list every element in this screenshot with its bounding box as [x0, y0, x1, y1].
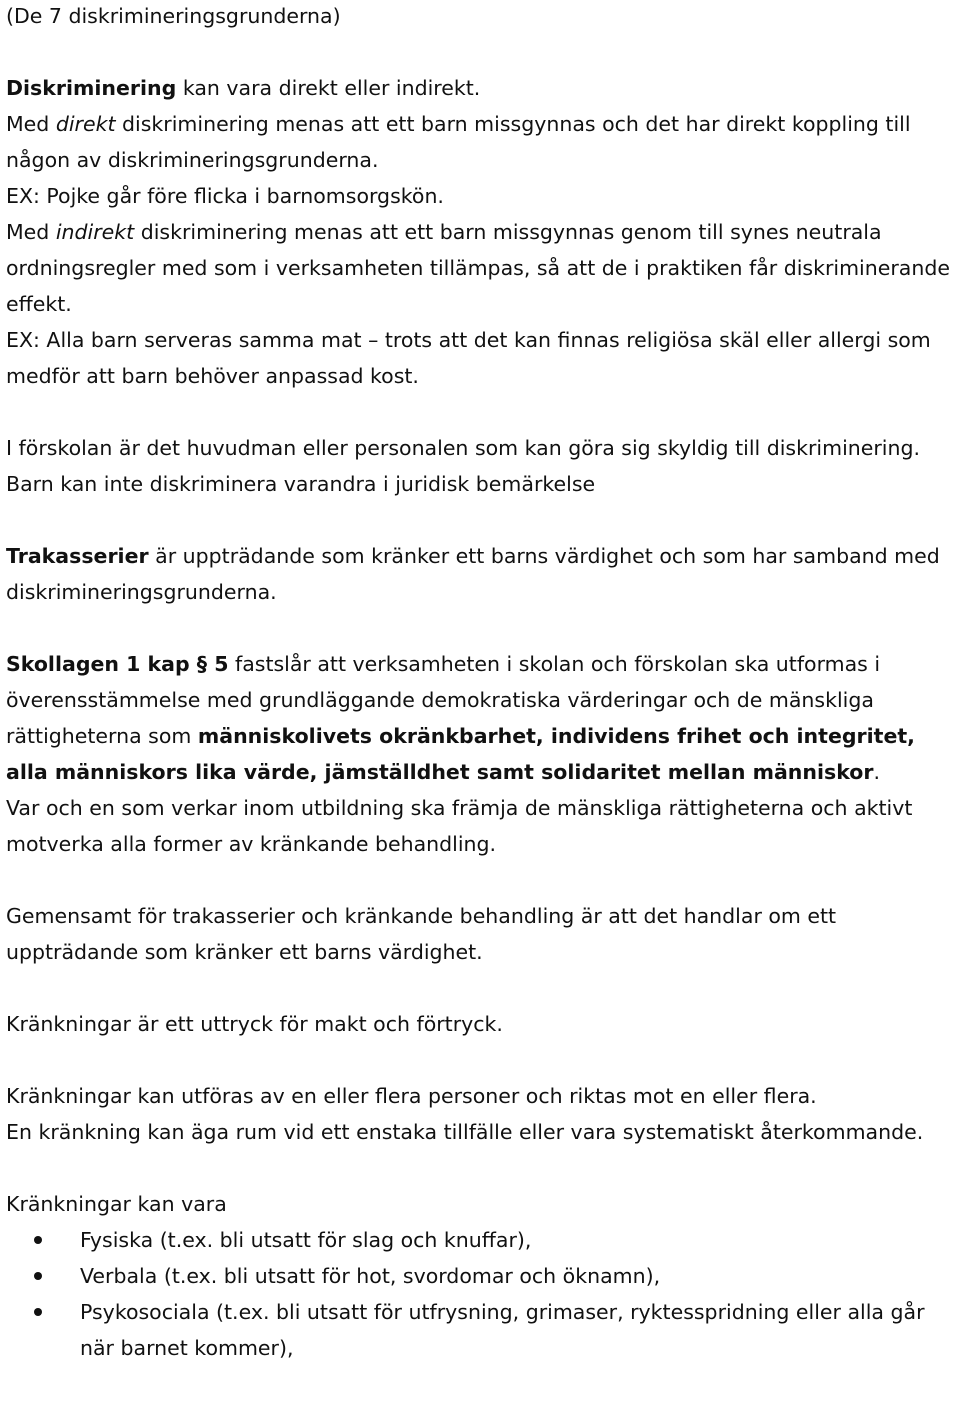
- makt-paragraph: Kränkningar är ett uttryck för makt och förtryck.: [6, 1012, 503, 1036]
- term-direkt: direkt: [55, 112, 116, 136]
- spacer: [6, 1150, 956, 1186]
- document-page: [6, 0, 956, 1366]
- indirekt-paragraph: [6, 214, 956, 322]
- kränkning-types-list: [6, 1222, 956, 1366]
- definition-text: kan vara direkt eller indirekt.: [176, 76, 481, 100]
- direkt-example: EX: Pojke går före flicka i barnomsorgskön.: [6, 184, 444, 208]
- direkt-text: diskriminering menas att ett barn missgynnas och det har direkt koppling till någon av diskrimineringsgrunderna.: [6, 112, 911, 172]
- intro-line: (De 7 diskrimineringsgrunderna): [6, 4, 341, 28]
- list-item-text: Fysiska (t.ex. bli utsatt för slag och knuffar),: [80, 1228, 532, 1252]
- gemensamt-paragraph: Gemensamt för trakasserier och kränkande behandling är att det handlar om ett uppträdande som kränker ett barns värdighet.: [6, 904, 837, 964]
- spacer: [6, 502, 956, 538]
- diskriminering-definition: [6, 70, 956, 106]
- skollagen-values: människolivets okränkbarhet, individens frihet och integritet, alla människors lika värde, jämställdhet samt solidaritet mellan människor: [6, 724, 915, 784]
- skollagen-paragraph: [6, 646, 956, 790]
- spacer: [6, 34, 956, 70]
- utforas-paragraph-1: Kränkningar kan utföras av en eller flera personer och riktas mot en eller flera.: [6, 1084, 817, 1108]
- direkt-paragraph: [6, 106, 956, 178]
- term-indirekt: indirekt: [55, 220, 135, 244]
- direkt-pre: Med: [6, 112, 56, 136]
- list-item: [6, 1258, 956, 1294]
- list-item-text: Verbala (t.ex. bli utsatt för hot, svordomar och öknamn),: [80, 1264, 661, 1288]
- indirekt-example: EX: Alla barn serveras samma mat – trots att det kan finnas religiösa skäl eller allergi som medför att barn behöver anpassad kost.: [6, 328, 931, 388]
- bullet-icon: [34, 1236, 42, 1244]
- indirekt-pre: Med: [6, 220, 56, 244]
- list-item: [6, 1294, 956, 1366]
- spacer: [6, 610, 956, 646]
- list-item-text: Psykosociala (t.ex. bli utsatt för utfrysning, grimaser, ryktesspridning eller alla går när barnet kommer),: [80, 1300, 925, 1360]
- skollagen-text: fastslår att verksamheten i skolan och förskolan ska utformas i överensstämmelse med grundläggande demokratiska värderingar och de mänskliga rättigheterna som: [6, 652, 881, 748]
- term-diskriminering: Diskriminering: [6, 76, 177, 100]
- utforas-paragraph-2: En kränkning kan äga rum vid ett enstaka tillfälle eller vara systematiskt återkommande.: [6, 1120, 924, 1144]
- list-title: Kränkningar kan vara: [6, 1192, 227, 1216]
- spacer: [6, 394, 956, 430]
- indirekt-text: diskriminering menas att ett barn missgynnas genom till synes neutrala ordningsregler med som i verksamheten tillämpas, så att de i praktiken får diskriminerande effekt.: [6, 220, 950, 316]
- term-trakasserier: Trakasserier: [6, 544, 149, 568]
- spacer: [6, 862, 956, 898]
- bullet-icon: [34, 1308, 42, 1316]
- spacer: [6, 970, 956, 1006]
- spacer: [6, 1042, 956, 1078]
- skollagen-end: .: [873, 760, 881, 784]
- trakasserier-text: är uppträdande som kränker ett barns värdighet och som har samband med diskrimineringsgrunderna.: [6, 544, 940, 604]
- huvudman-paragraph: I förskolan är det huvudman eller personalen som kan göra sig skyldig till diskriminering. Barn kan inte diskriminera varandra i juridisk bemärkelse: [6, 436, 921, 496]
- list-item: [6, 1222, 956, 1258]
- trakasserier-paragraph: [6, 538, 956, 610]
- skollagen-paragraph-2: Var och en som verkar inom utbildning ska främja de mänskliga rättigheterna och aktivt motverka alla former av kränkande behandling.: [6, 796, 913, 856]
- bullet-icon: [34, 1272, 42, 1280]
- skollagen-reference: Skollagen 1 kap § 5: [6, 652, 229, 676]
